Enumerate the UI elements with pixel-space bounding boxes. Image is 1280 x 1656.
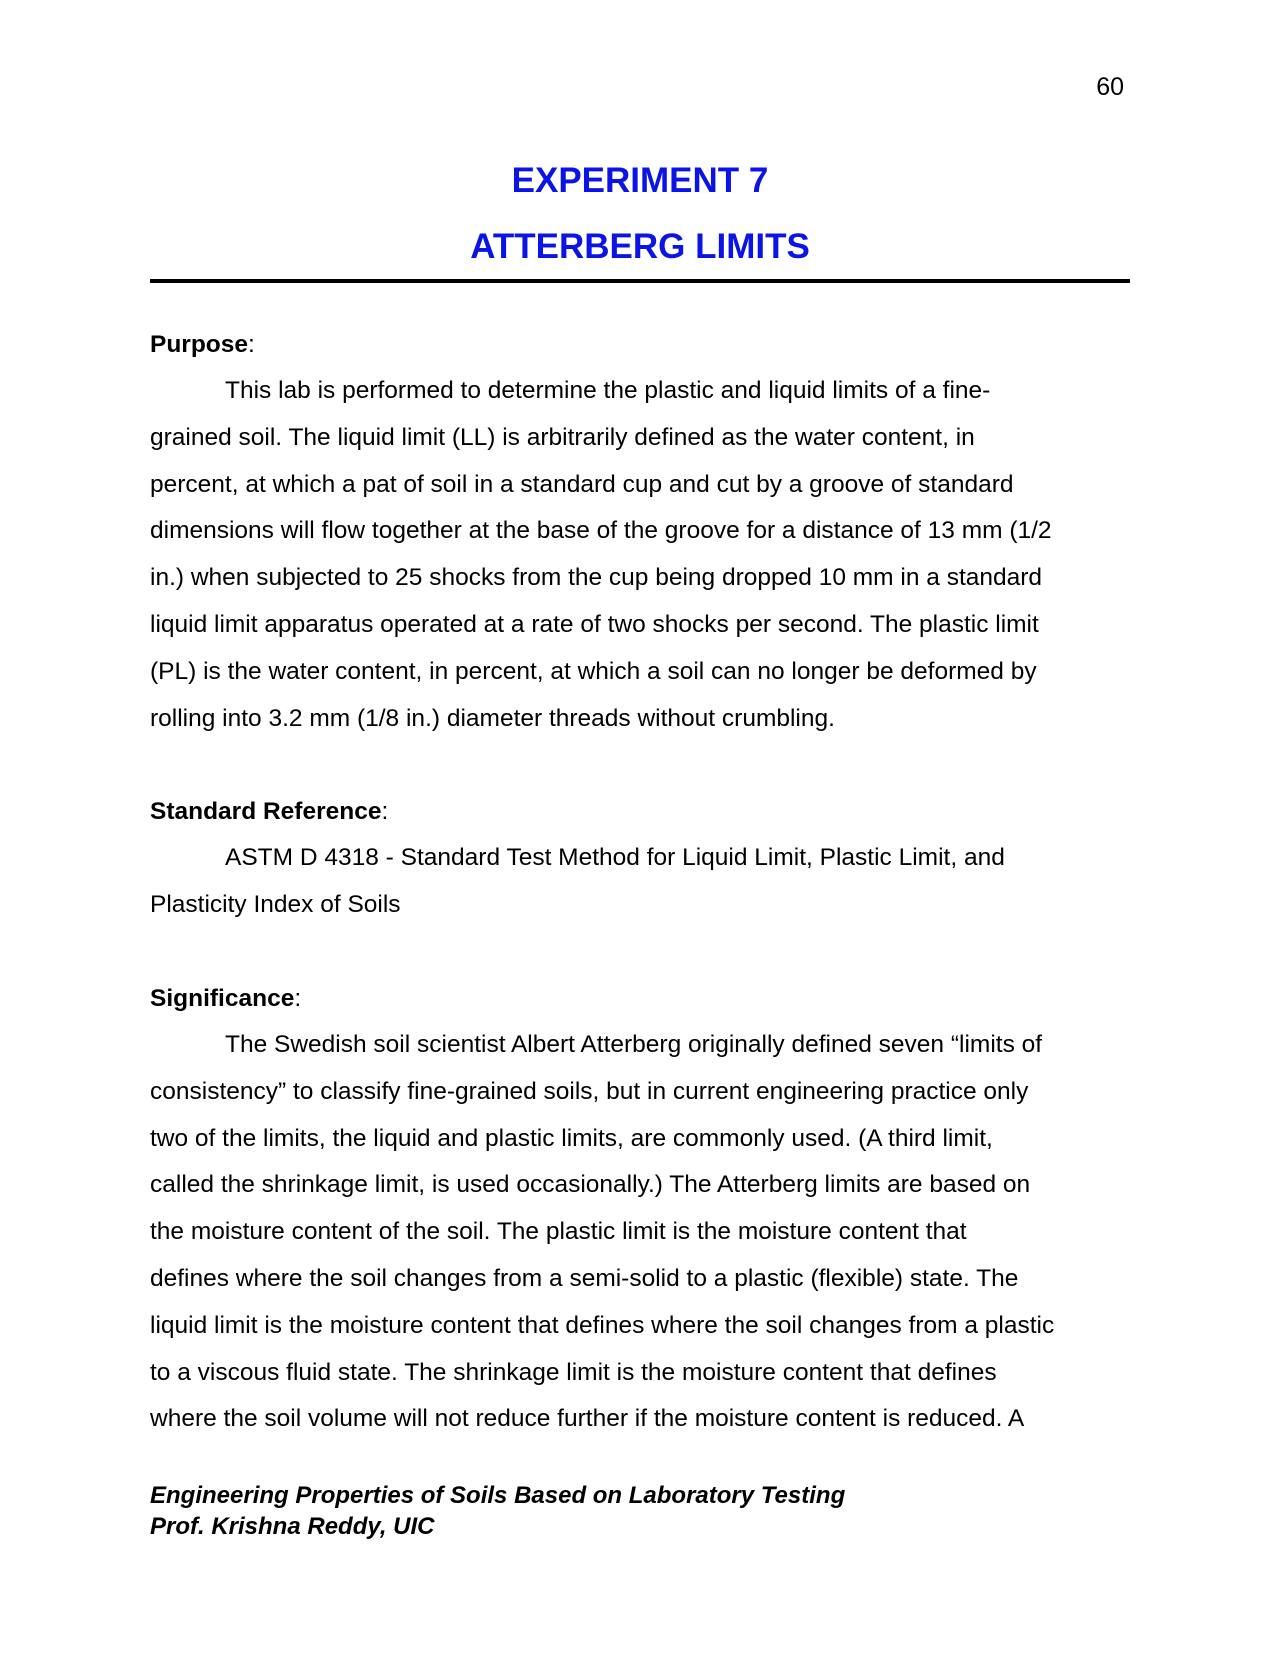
paragraph-line: to a viscous fluid state. The shrinkage limit is the moisture content that defines xyxy=(150,1358,997,1386)
footer-author: Prof. Krishna Reddy, UIC xyxy=(150,1513,435,1540)
paragraph-line: Plasticity Index of Soils xyxy=(150,891,401,919)
paragraph-line: two of the limits, the liquid and plastic limits, are commonly used. (A third limit, xyxy=(150,1124,993,1152)
paragraph-line: liquid limit is the moisture content that defines where the soil changes from a plastic xyxy=(150,1311,1055,1339)
page-footer xyxy=(150,1480,845,1542)
paragraph-line: This lab is performed to determine the plastic and liquid limits of a fine- xyxy=(225,377,991,404)
standard-reference-heading-label: Standard Reference xyxy=(150,798,382,826)
paragraph-line: consistency” to classify fine-grained soils, but in current engineering practice only xyxy=(150,1077,1029,1105)
paragraph-line: dimensions will flow together at the base of the groove for a distance of 13 mm (1/2 xyxy=(150,517,1052,545)
standard-reference-heading-colon: : xyxy=(381,798,389,826)
paragraph-line: defines where the soil changes from a semi-solid to a plastic (flexible) state. The xyxy=(150,1264,1019,1292)
significance-heading-colon: : xyxy=(294,984,302,1012)
significance-heading-label: Significance xyxy=(150,984,295,1012)
paragraph-line: The Swedish soil scientist Albert Atterberg originally defined seven “limits of xyxy=(225,1030,1043,1058)
paragraph-line: in.) when subjected to 25 shocks from the cup being dropped 10 mm in a standard xyxy=(150,564,1043,592)
paragraph-line: liquid limit apparatus operated at a rate of two shocks per second. The plastic limit xyxy=(150,610,1039,638)
significance-paragraph xyxy=(150,1022,1132,1443)
experiment-subtitle: ATTERBERG LIMITS xyxy=(470,227,810,266)
footer-book-title: Engineering Properties of Soils Based on Laboratory Testing xyxy=(150,1482,846,1509)
document-body xyxy=(150,322,1132,1443)
purpose-paragraph xyxy=(150,368,1132,742)
standard-reference-heading xyxy=(150,789,1132,835)
paragraph-line: the moisture content of the soil. The plastic limit is the moisture content that xyxy=(150,1218,967,1246)
purpose-heading xyxy=(150,322,1132,368)
page-number: 60 xyxy=(1096,73,1124,101)
title-block xyxy=(150,148,1130,280)
section-spacer xyxy=(150,929,1132,976)
paragraph-line: rolling into 3.2 mm (1/8 in.) diameter threads without crumbling. xyxy=(150,704,835,732)
title-divider xyxy=(150,279,1130,283)
experiment-title: EXPERIMENT 7 xyxy=(511,161,769,200)
paragraph-line: called the shrinkage limit, is used occasionally.) The Atterberg limits are based on xyxy=(150,1171,1031,1199)
paragraph-line: ASTM D 4318 - Standard Test Method for Liquid Limit, Plastic Limit, and xyxy=(225,844,1005,872)
paragraph-line: grained soil. The liquid limit (LL) is arbitrarily defined as the water content, in xyxy=(150,423,975,451)
purpose-heading-label: Purpose xyxy=(150,331,249,358)
paragraph-line: percent, at which a pat of soil in a standard cup and cut by a groove of standard xyxy=(150,470,1014,498)
paragraph-line: (PL) is the water content, in percent, at which a soil can no longer be deformed by xyxy=(150,657,1037,685)
standard-reference-paragraph xyxy=(150,835,1132,929)
paragraph-line: where the soil volume will not reduce further if the moisture content is reduced. A xyxy=(150,1405,1025,1433)
purpose-heading-colon: : xyxy=(248,331,255,358)
significance-heading xyxy=(150,976,1132,1022)
section-spacer xyxy=(150,742,1132,789)
